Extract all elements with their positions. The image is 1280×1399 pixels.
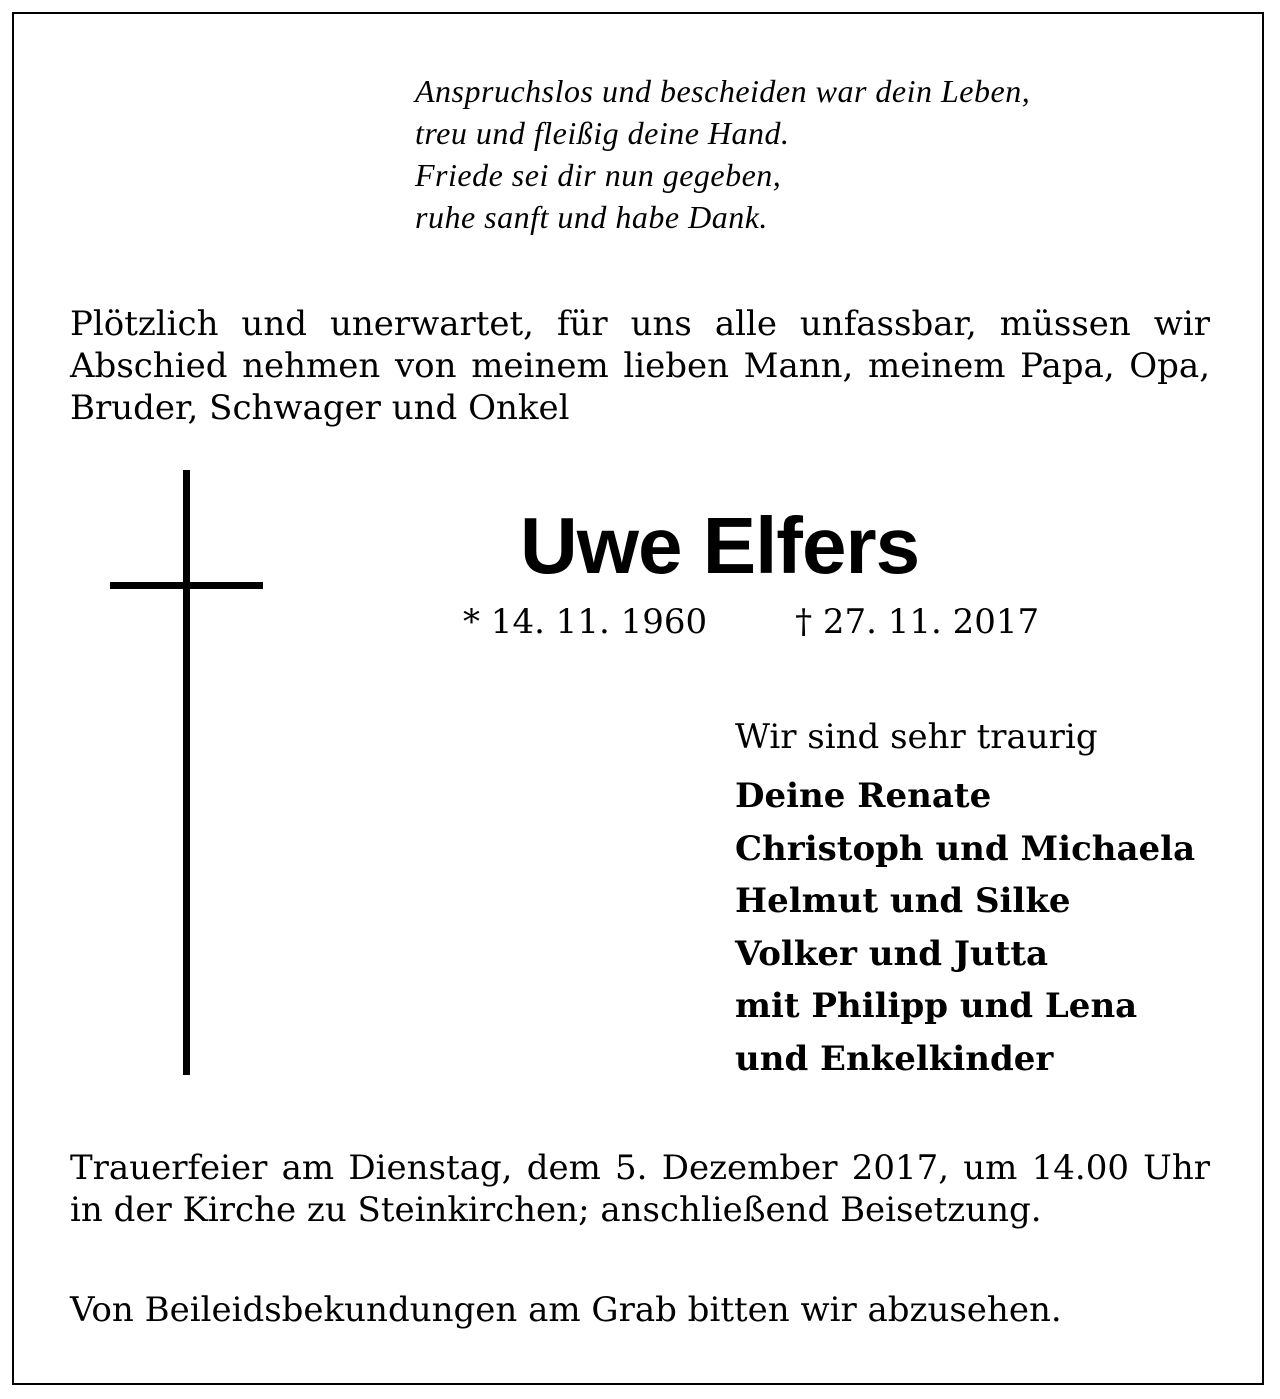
mourner-name: Helmut und Silke — [735, 881, 1071, 922]
birth-date: * 14. 11. 1960 — [463, 602, 708, 642]
mourner-name: Christoph und Michaela — [735, 828, 1196, 869]
ceremony-text: Trauerfeier am Dienstag, dem 5. Dezember 2017, um 14.00 Uhr in der Kirche zu Steinkirchen; anschließend Beisetzung. — [70, 1148, 1210, 1230]
poem-line: Anspruchslos und bescheiden war dein Leben, — [415, 73, 1031, 109]
poem-line: treu und fleißig deine Hand. — [415, 115, 790, 151]
death-date: † 27. 11. 2017 — [795, 602, 1040, 642]
intro-text: Plötzlich und unerwartet, für uns alle unfassbar, müssen wir Abschied nehmen von meinem lieben Mann, meinem Papa, Opa, Bruder, Schwager und Onkel — [70, 304, 1210, 428]
poem — [415, 70, 1235, 238]
mourner-name: Deine Renate — [735, 776, 992, 816]
mourner-name: mit Philipp und Lena — [735, 986, 1138, 1027]
life-dates — [463, 600, 1083, 644]
mourners-intro: Wir sind sehr traurig — [735, 717, 1098, 757]
poem-line: Friede sei dir nun gegeben, — [415, 157, 782, 193]
mourner-name: Volker und Jutta — [735, 933, 1049, 974]
mourner-name: und Enkelkinder — [735, 1038, 1054, 1079]
mourners-list — [735, 770, 1215, 1086]
poem-line: ruhe sanft und habe Dank. — [415, 199, 768, 235]
deceased-name: Uwe Elfers — [520, 501, 920, 590]
condolence-note: Von Beileidsbekundungen am Grab bitten wir abzusehen. — [70, 1290, 1062, 1330]
cross-vertical-bar — [183, 470, 190, 1075]
cross-horizontal-bar — [110, 582, 263, 589]
